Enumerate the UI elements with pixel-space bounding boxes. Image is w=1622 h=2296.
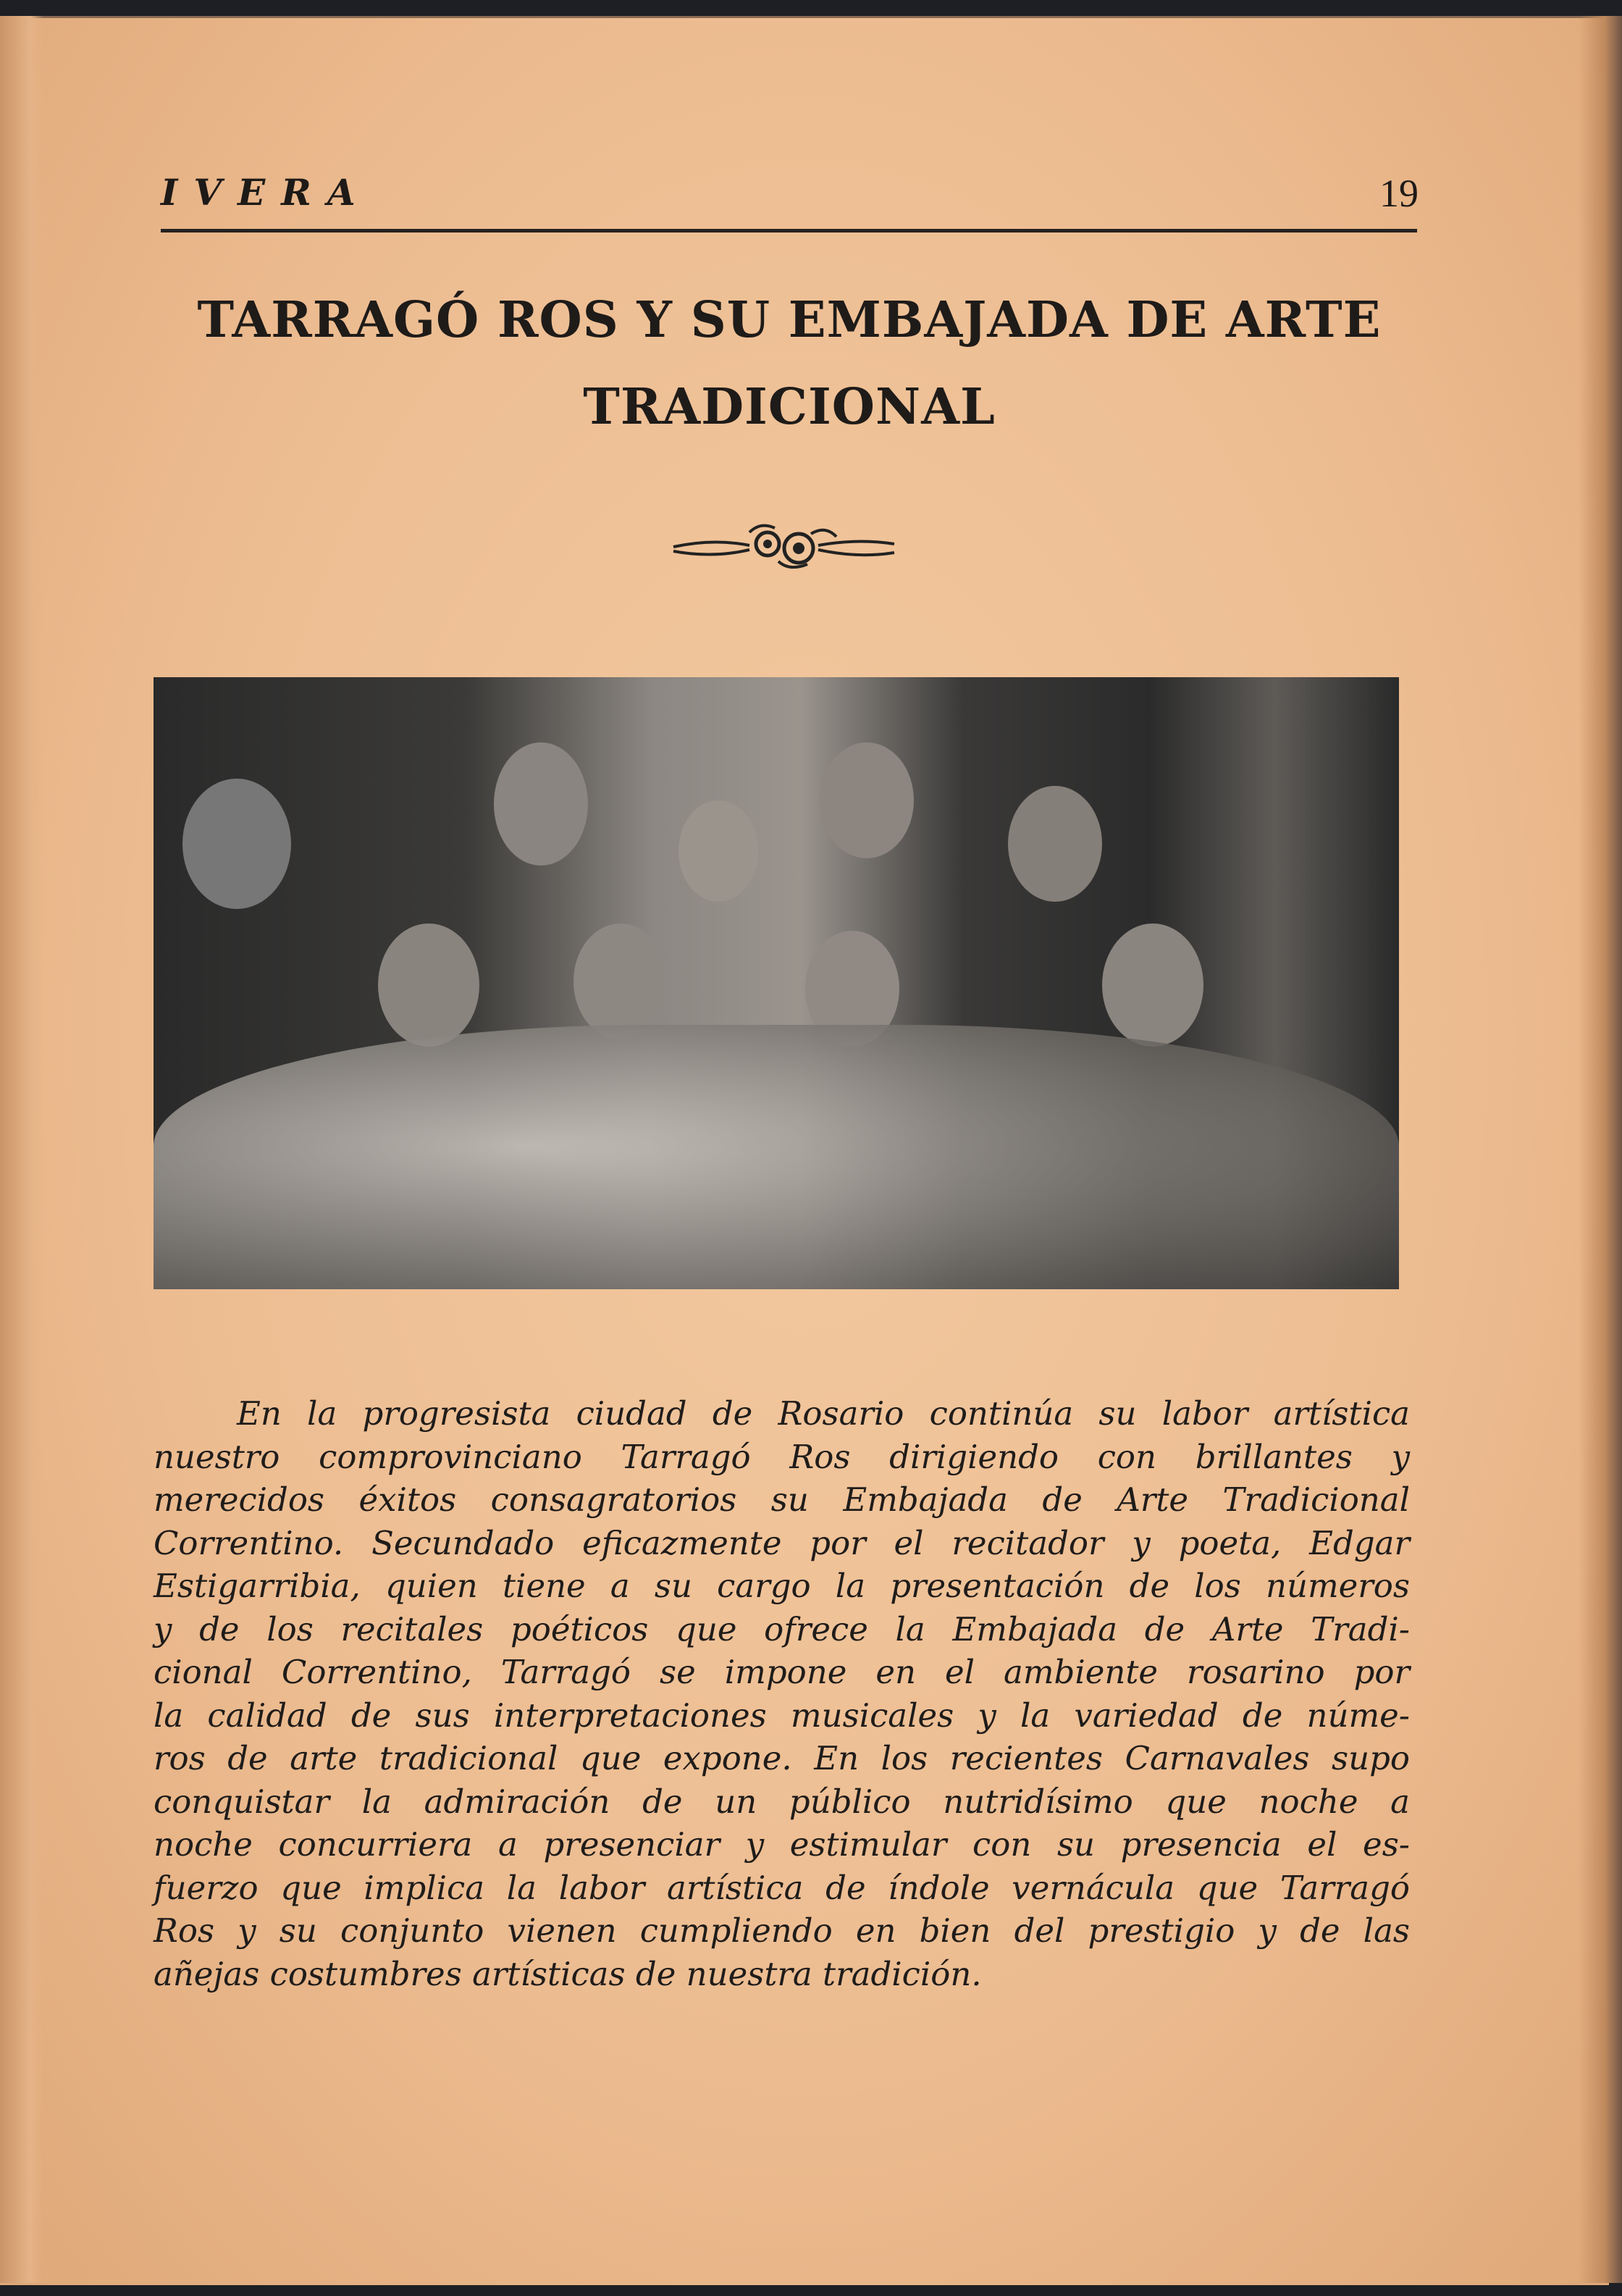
body-text-line: Ros y su conjunto vienen cumpliendo en bien del prestigio y de las — [154, 1911, 1410, 1950]
header-rule — [161, 229, 1417, 232]
white-shirts — [154, 1025, 1399, 1289]
body-text-line: cional Correntino, Tarragó se impone en el ambiente rosarino por — [154, 1653, 1410, 1691]
musician-figure — [1008, 786, 1102, 902]
musician-figure — [182, 779, 291, 909]
floral-ornament-icon — [670, 518, 898, 576]
body-text-line: noche concurriera a presenciar y estimular con su presencia el es- — [154, 1825, 1410, 1864]
body-text-line: ros de arte tradicional que expone. En los recientes Carnavales supo — [154, 1739, 1410, 1777]
body-text-line: En la progresista ciudad de Rosario continúa su labor artística — [237, 1394, 1410, 1433]
running-header-title: IVERA — [161, 171, 371, 214]
article-body — [154, 1392, 1410, 1995]
body-text-line: añejas costumbres artísticas de nuestra tradición. — [154, 1954, 982, 1993]
musician-figure — [378, 923, 479, 1047]
body-text-line: la calidad de sus interpretaciones musicales y la variedad de núme- — [154, 1696, 1410, 1735]
article-title-line-1: TARRAGÓ ROS Y SU EMBAJADA DE ARTE — [197, 291, 1382, 349]
body-text-line: nuestro comprovinciano Tarragó Ros dirigiendo con brillantes y — [154, 1437, 1410, 1476]
musician-figure — [1102, 923, 1203, 1047]
musician-figure — [573, 923, 668, 1039]
body-text-line: Estigarribia, quien tiene a su cargo la presentación de los números — [154, 1567, 1410, 1605]
musician-figure — [494, 742, 588, 866]
body-text-line: y de los recitales poéticos que ofrece la Embajada de Arte Tradi- — [154, 1609, 1410, 1648]
body-text-line: conquistar la admiración de un público nutridísimo que noche a — [154, 1782, 1410, 1821]
group-photo — [154, 677, 1399, 1289]
body-text-line: Correntino. Secundado eficazmente por el recitador y poeta, Edgar — [154, 1523, 1410, 1562]
page-number: 19 — [1379, 172, 1419, 215]
article-title-line-2: TRADICIONAL — [583, 378, 996, 436]
page-edge-shadow — [1579, 16, 1622, 2283]
body-text-line: fuerzo que implica la labor artística de índole vernácula que Tarragó — [154, 1868, 1410, 1907]
body-text-line: merecidos éxitos consagratorios su Embajada de Arte Tradicional — [154, 1480, 1410, 1519]
page-spine-shadow — [0, 16, 43, 2283]
musician-figure — [820, 742, 914, 858]
musician-figure — [678, 800, 758, 902]
